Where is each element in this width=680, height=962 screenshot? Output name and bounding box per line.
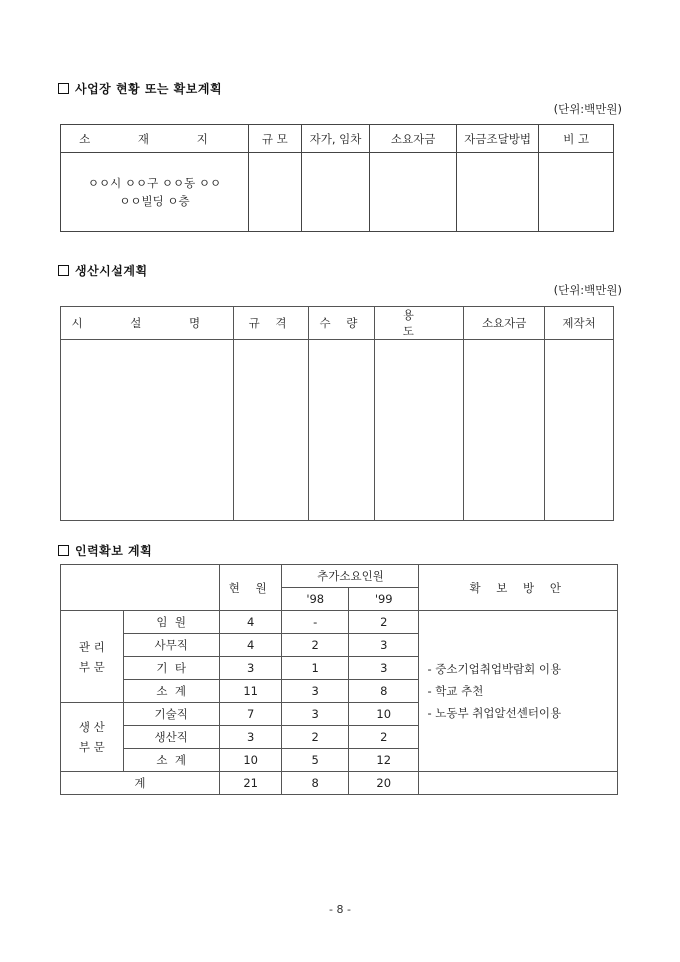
cell-current: 4 <box>219 611 282 634</box>
section-title-text: 사업장 현황 또는 확보계획 <box>75 82 223 96</box>
group-name-line1: 생 산 <box>78 720 105 734</box>
header-ownership: 자가, 임차 <box>301 125 370 153</box>
cell-spec[interactable] <box>233 340 308 521</box>
header-spec: 규 격 <box>233 307 308 340</box>
cell-y99: 10 <box>348 703 419 726</box>
cell-y98: 3 <box>282 703 349 726</box>
header-facility-name: 시 설 명 <box>61 307 234 340</box>
cell-manufacturer[interactable] <box>545 340 614 521</box>
cell-y98: 1 <box>282 657 349 680</box>
unit-label: (단위:백만원) <box>553 283 622 297</box>
header-scale: 규 모 <box>248 125 301 153</box>
unit-label: (단위:백만원) <box>553 102 622 116</box>
section-title-staffing <box>58 542 152 559</box>
section-title-facility <box>58 262 148 279</box>
table-row <box>61 340 614 521</box>
header-year-99: '99 <box>348 588 419 611</box>
cell-location[interactable] <box>61 153 249 232</box>
page-number: - 8 - <box>329 903 351 916</box>
header-manufacturer: 제작처 <box>545 307 614 340</box>
cell-funds[interactable] <box>370 153 457 232</box>
header-blank <box>61 565 220 611</box>
cell-y98: 2 <box>282 726 349 749</box>
location-line2: ㅇㅇ빌딩 ㅇ층 <box>119 194 190 208</box>
table-row <box>61 153 614 232</box>
row-label: 기 타 <box>123 657 219 680</box>
header-location: 소 재 지 <box>61 125 249 153</box>
header-additional: 추가소요인원 <box>282 565 419 588</box>
workplace-table <box>60 124 614 232</box>
table-header-row <box>61 307 614 340</box>
group-name-line2: 부 문 <box>78 659 105 674</box>
cell-facility-name[interactable] <box>61 340 234 521</box>
cell-current: 7 <box>219 703 282 726</box>
cell-y99: 2 <box>348 726 419 749</box>
staffing-table <box>60 564 618 795</box>
table-header-row <box>61 125 614 153</box>
cell-usage[interactable] <box>375 340 464 521</box>
group-name-line2: 부 문 <box>78 740 105 754</box>
cell-funding-method[interactable] <box>456 153 539 232</box>
method-item: - 중소기업취업박람회 이용 <box>427 662 562 676</box>
group-management <box>61 611 124 703</box>
method-item: - 노동부 취업알선센터이용 <box>427 706 562 720</box>
row-label: 소 계 <box>123 749 219 772</box>
method-item: - 학교 추천 <box>427 684 484 698</box>
cell-y99: 3 <box>348 657 419 680</box>
cell-y98: 3 <box>282 680 349 703</box>
cell-y98: 2 <box>282 634 349 657</box>
cell-quantity[interactable] <box>308 340 375 521</box>
header-funds: 소요자금 <box>370 125 457 153</box>
header-year-98: '98 <box>282 588 349 611</box>
cell-funds[interactable] <box>464 340 545 521</box>
cell-y98: 8 <box>282 772 349 795</box>
cell-y98: - <box>282 611 349 634</box>
cell-current: 21 <box>219 772 282 795</box>
section-title-workplace <box>58 80 222 97</box>
header-funds: 소요자금 <box>464 307 545 340</box>
cell-method-total <box>419 772 618 795</box>
checkbox-square-icon <box>58 83 69 94</box>
row-label: 생산직 <box>123 726 219 749</box>
cell-y98: 5 <box>282 749 349 772</box>
table-row-total <box>61 772 618 795</box>
group-name-line1: 관 리 <box>78 639 105 654</box>
cell-scale[interactable] <box>248 153 301 232</box>
header-current: 현 원 <box>219 565 282 611</box>
cell-current: 4 <box>219 634 282 657</box>
table-header-row <box>61 565 618 588</box>
method-list <box>419 611 618 772</box>
row-label: 사무직 <box>123 634 219 657</box>
header-quantity: 수 량 <box>308 307 375 340</box>
cell-ownership[interactable] <box>301 153 370 232</box>
cell-y99: 3 <box>348 634 419 657</box>
table-row <box>61 611 618 634</box>
cell-current: 11 <box>219 680 282 703</box>
header-usage: 용 도 <box>375 307 464 340</box>
header-remarks: 비 고 <box>539 125 614 153</box>
section-title-text: 인력확보 계획 <box>75 544 153 558</box>
cell-y99: 12 <box>348 749 419 772</box>
row-label: 소 계 <box>123 680 219 703</box>
cell-current: 3 <box>219 657 282 680</box>
row-label: 기술직 <box>123 703 219 726</box>
facility-table <box>60 306 614 521</box>
section-title-text: 생산시설계획 <box>75 264 148 278</box>
header-funding-method: 자금조달방법 <box>456 125 539 153</box>
cell-remarks[interactable] <box>539 153 614 232</box>
cell-y99: 2 <box>348 611 419 634</box>
checkbox-square-icon <box>58 545 69 556</box>
cell-current: 3 <box>219 726 282 749</box>
cell-current: 10 <box>219 749 282 772</box>
checkbox-square-icon <box>58 265 69 276</box>
cell-y99: 8 <box>348 680 419 703</box>
location-line1: ㅇㅇ시 ㅇㅇ구 ㅇㅇ동 ㅇㅇ <box>87 176 222 190</box>
header-method: 확 보 방 안 <box>419 565 618 611</box>
group-production <box>61 703 124 772</box>
row-label: 임 원 <box>123 611 219 634</box>
cell-y99: 20 <box>348 772 419 795</box>
total-label: 계 <box>61 772 220 795</box>
